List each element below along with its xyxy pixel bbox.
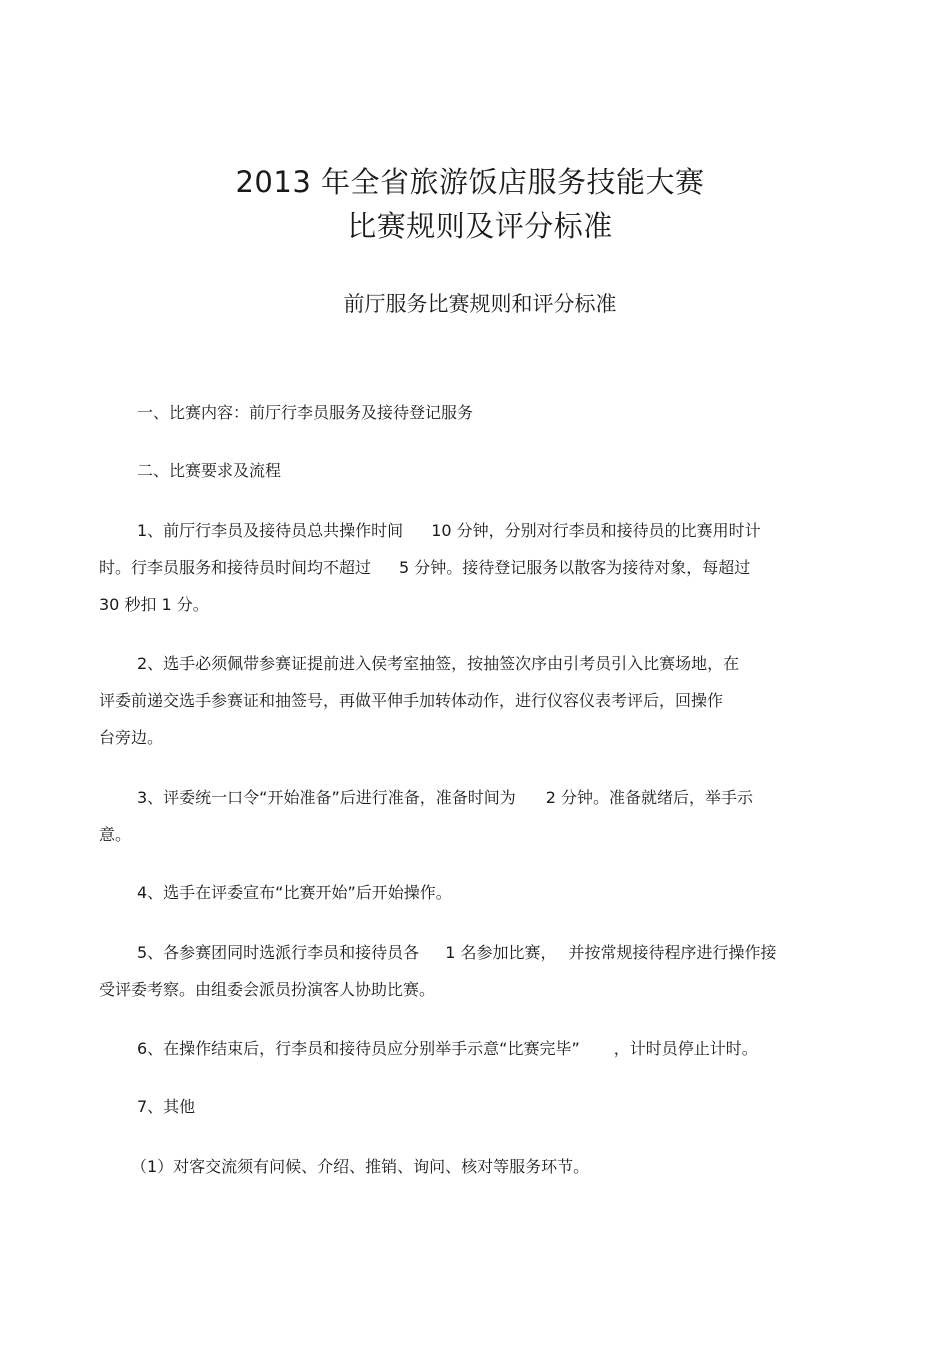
section-heading-2-text: 二、比赛要求及流程: [137, 461, 282, 480]
rule-item-5-line-1-b: 1 名参加比赛，: [445, 943, 557, 962]
rule-item-3-line-1-a: 3、评委统一口令“开始准备”后进行准备，准备时间为: [137, 788, 516, 807]
section-heading-1: [99, 394, 841, 431]
rule-item-7-sub-1: [99, 1148, 841, 1185]
rule-item-5-line-1-a: 5、各参赛团同时选派行李员和接待员各: [137, 943, 420, 962]
rule-item-5-line-1-c: 并按常规接待程序进行操作接: [568, 943, 777, 962]
rule-item-2-line-2: 评委前递交选手参赛证和抽签号，再做平伸手加转体动作，进行仪容仪表考评后，回操作: [99, 691, 724, 710]
rule-item-3-line-2: 意。: [99, 825, 132, 844]
section-subtitle: 前厅服务比赛规则和评分标准: [343, 292, 617, 316]
rule-item-7-sub-1-text: （1）对客交流须有问候、介绍、推销、询问、核对等服务环节。: [131, 1157, 590, 1176]
rule-item-1-line-2-a: 时。行李员服务和接待员时间均不超过: [99, 558, 372, 577]
rule-item-2-line-3: 台旁边。: [99, 728, 164, 747]
document-title-line-1: 2013 年全省旅游饭店服务技能大赛: [235, 165, 705, 199]
rule-item-6-line-1-b: ，计时员停止计时。: [613, 1039, 758, 1058]
section-heading-2: [99, 452, 841, 489]
rule-item-5-line-2: 受评委考察。由组委会派员扮演客人协助比赛。: [99, 980, 436, 999]
rule-item-6: [99, 1030, 841, 1067]
rule-item-5-line-1: [99, 934, 841, 971]
rule-item-1-line-1: [99, 512, 841, 549]
rule-item-3: [99, 779, 841, 853]
rule-item-7: [99, 1088, 841, 1125]
rule-item-2-line-1: 2、选手必须佩带参赛证提前进入侯考室抽签，按抽签次序由引考员引入比赛场地，在: [137, 654, 740, 673]
rule-item-6-line-1-a: 6、在操作结束后，行李员和接待员应分别举手示意“比赛完毕”: [137, 1039, 580, 1058]
rule-item-1: [99, 512, 841, 623]
rule-item-1-line-1-a: 1、前厅行李员及接待员总共操作时间: [137, 521, 404, 540]
rule-item-6-line-1: [99, 1030, 841, 1067]
rule-item-1-line-3: 30 秒扣 1 分。: [99, 595, 209, 614]
rule-item-3-line-1: [99, 779, 841, 816]
rule-item-4-text: 4、选手在评委宣布“比赛开始”后开始操作。: [137, 883, 452, 902]
rule-item-7-text: 7、其他: [137, 1097, 196, 1116]
document-title-line-2: 比赛规则及评分标准: [347, 209, 613, 243]
rule-item-1-line-2: [99, 549, 841, 586]
rule-item-1-line-2-b: 5 分钟。接待登记服务以散客为接待对象，每超过: [399, 558, 751, 577]
rule-item-3-line-1-b: 2 分钟。准备就绪后，举手示: [545, 788, 754, 807]
rule-item-1-line-1-b: 10 分钟，分别对行李员和接待员的比赛用时计: [431, 521, 761, 540]
section-heading-1-text: 一、比赛内容：前厅行李员服务及接待登记服务: [137, 403, 474, 422]
rule-item-2: [99, 645, 841, 756]
rule-item-4: [99, 874, 841, 911]
rule-item-5: [99, 934, 841, 1008]
